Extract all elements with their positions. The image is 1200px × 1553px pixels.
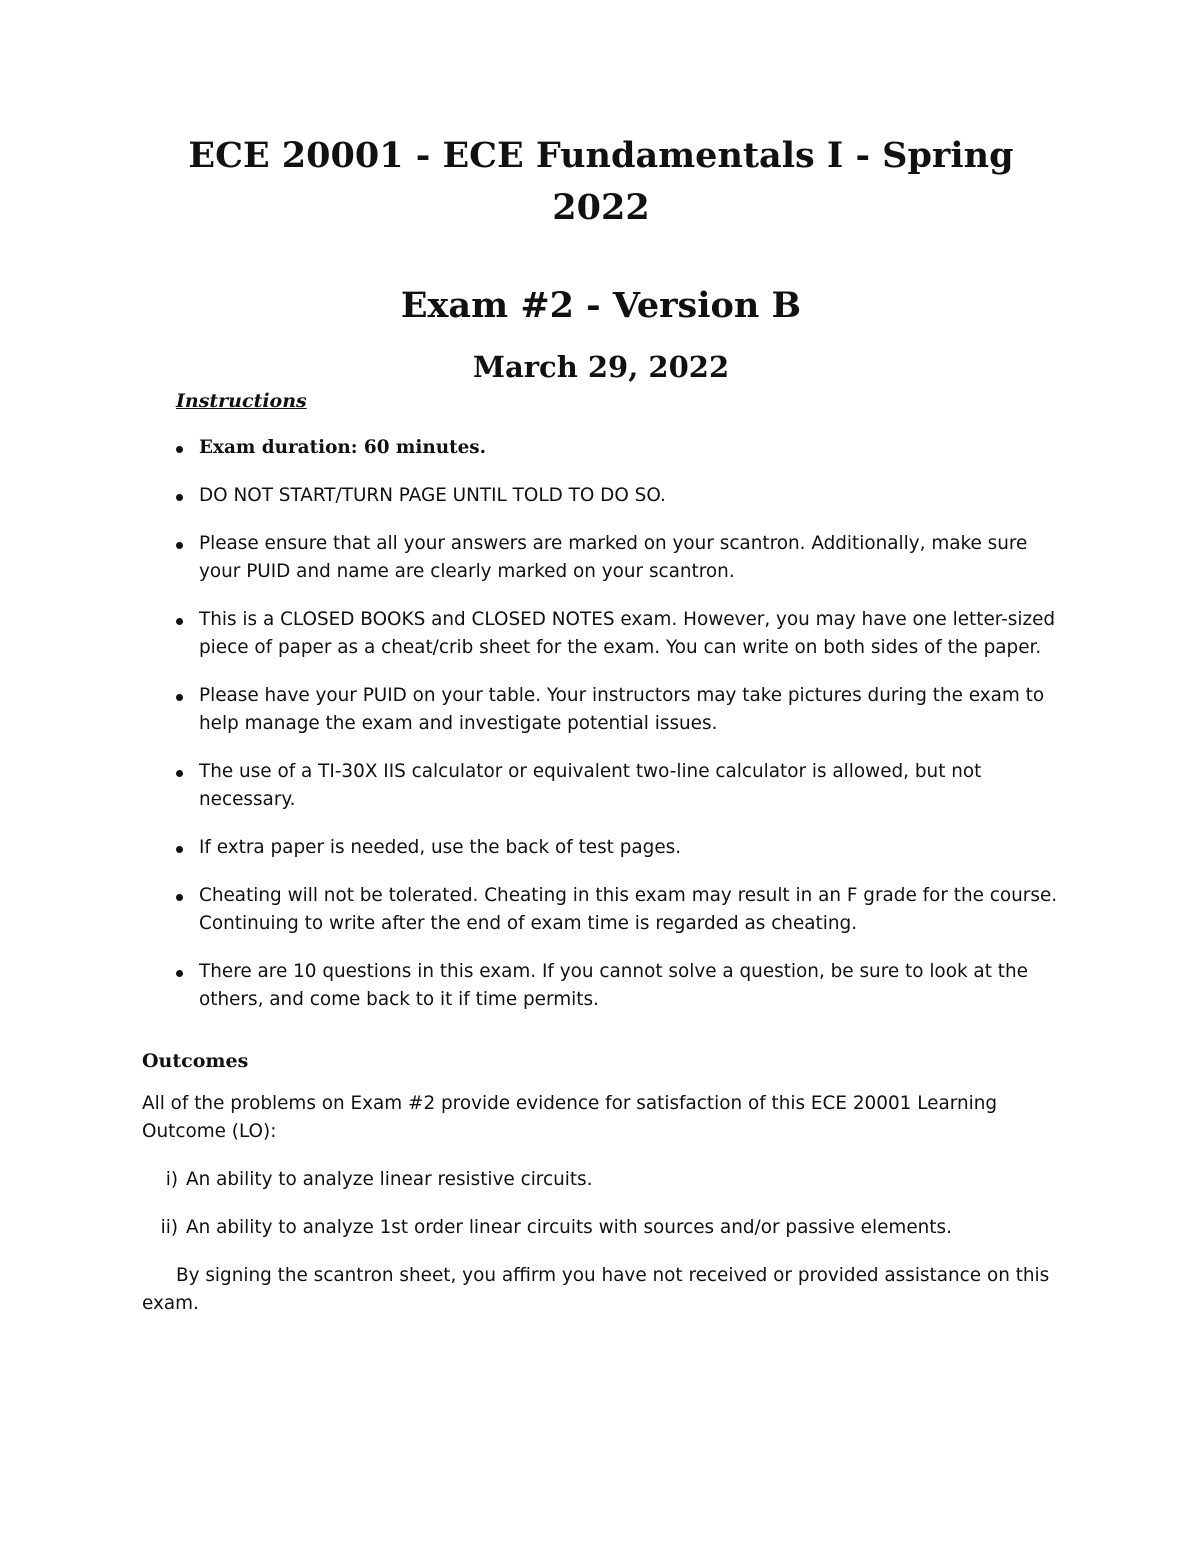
instruction-item bbox=[142, 606, 1060, 662]
instruction-text: Cheating will not be tolerated. Cheating in this exam may result in an F grade for the course. Continuing to write after the end of exam time is regarded as cheating. bbox=[199, 885, 1058, 934]
exam-date: March 29, 2022 bbox=[472, 350, 730, 384]
instruction-item bbox=[142, 682, 1060, 738]
outcome-text: An ability to analyze 1st order linear circuits with sources and/or passive elements. bbox=[186, 1217, 952, 1238]
bullet-icon bbox=[176, 846, 183, 853]
instruction-text: The use of a TI-30X IIS calculator or equivalent two-line calculator is allowed, but not necessary. bbox=[199, 761, 982, 810]
instruction-item bbox=[142, 530, 1060, 586]
bullet-icon bbox=[176, 694, 183, 701]
bullet-icon bbox=[176, 542, 183, 549]
learning-outcome-item bbox=[142, 1214, 1060, 1242]
instruction-item bbox=[142, 482, 1060, 510]
instruction-item bbox=[142, 758, 1060, 814]
instruction-item bbox=[142, 434, 1060, 462]
course-title: ECE 20001 - ECE Fundamentals I - Spring 2022 bbox=[188, 135, 1014, 228]
outcomes-heading: Outcomes bbox=[142, 1050, 249, 1072]
outcome-marker: i) bbox=[165, 1169, 178, 1190]
instructions-list bbox=[142, 434, 1060, 1014]
instruction-item bbox=[142, 834, 1060, 862]
instruction-text: Please ensure that all your answers are marked on your scantron. Additionally, make sure your PUID and name are clearly marked on your scantron. bbox=[199, 533, 1028, 582]
bullet-icon bbox=[176, 894, 183, 901]
instruction-text: Exam duration: 60 minutes. bbox=[199, 437, 487, 458]
instruction-text: This is a CLOSED BOOKS and CLOSED NOTES exam. However, you may have one letter-sized piece of paper as a cheat/crib sheet for the exam. You can write on both sides of the paper. bbox=[199, 609, 1056, 658]
outcome-text: An ability to analyze linear resistive circuits. bbox=[186, 1169, 593, 1190]
exam-cover-page bbox=[142, 130, 1060, 1318]
affirmation-statement: By signing the scantron sheet, you affirm you have not received or provided assistance on this exam. bbox=[142, 1265, 1050, 1314]
instruction-text: DO NOT START/TURN PAGE UNTIL TOLD TO DO SO. bbox=[199, 485, 666, 506]
instruction-text: If extra paper is needed, use the back of test pages. bbox=[199, 837, 682, 858]
instruction-item bbox=[142, 882, 1060, 938]
instructions-heading: Instructions bbox=[176, 390, 307, 412]
bullet-icon bbox=[176, 446, 183, 453]
outcome-marker: ii) bbox=[160, 1217, 178, 1238]
instruction-text: Please have your PUID on your table. Your instructors may take pictures during the exam to help manage the exam and investigate potential issues. bbox=[199, 685, 1045, 734]
bullet-icon bbox=[176, 494, 183, 501]
exam-version-title: Exam #2 - Version B bbox=[400, 285, 802, 326]
outcomes-intro: All of the problems on Exam #2 provide evidence for satisfaction of this ECE 20001 Learning Outcome (LO): bbox=[142, 1093, 998, 1142]
learning-outcome-item bbox=[142, 1166, 1060, 1194]
bullet-icon bbox=[176, 770, 183, 777]
learning-outcomes-list bbox=[142, 1166, 1060, 1242]
bullet-icon bbox=[176, 970, 183, 977]
instruction-text: There are 10 questions in this exam. If you cannot solve a question, be sure to look at the others, and come back to it if time permits. bbox=[199, 961, 1028, 1010]
instruction-item bbox=[142, 958, 1060, 1014]
bullet-icon bbox=[176, 618, 183, 625]
